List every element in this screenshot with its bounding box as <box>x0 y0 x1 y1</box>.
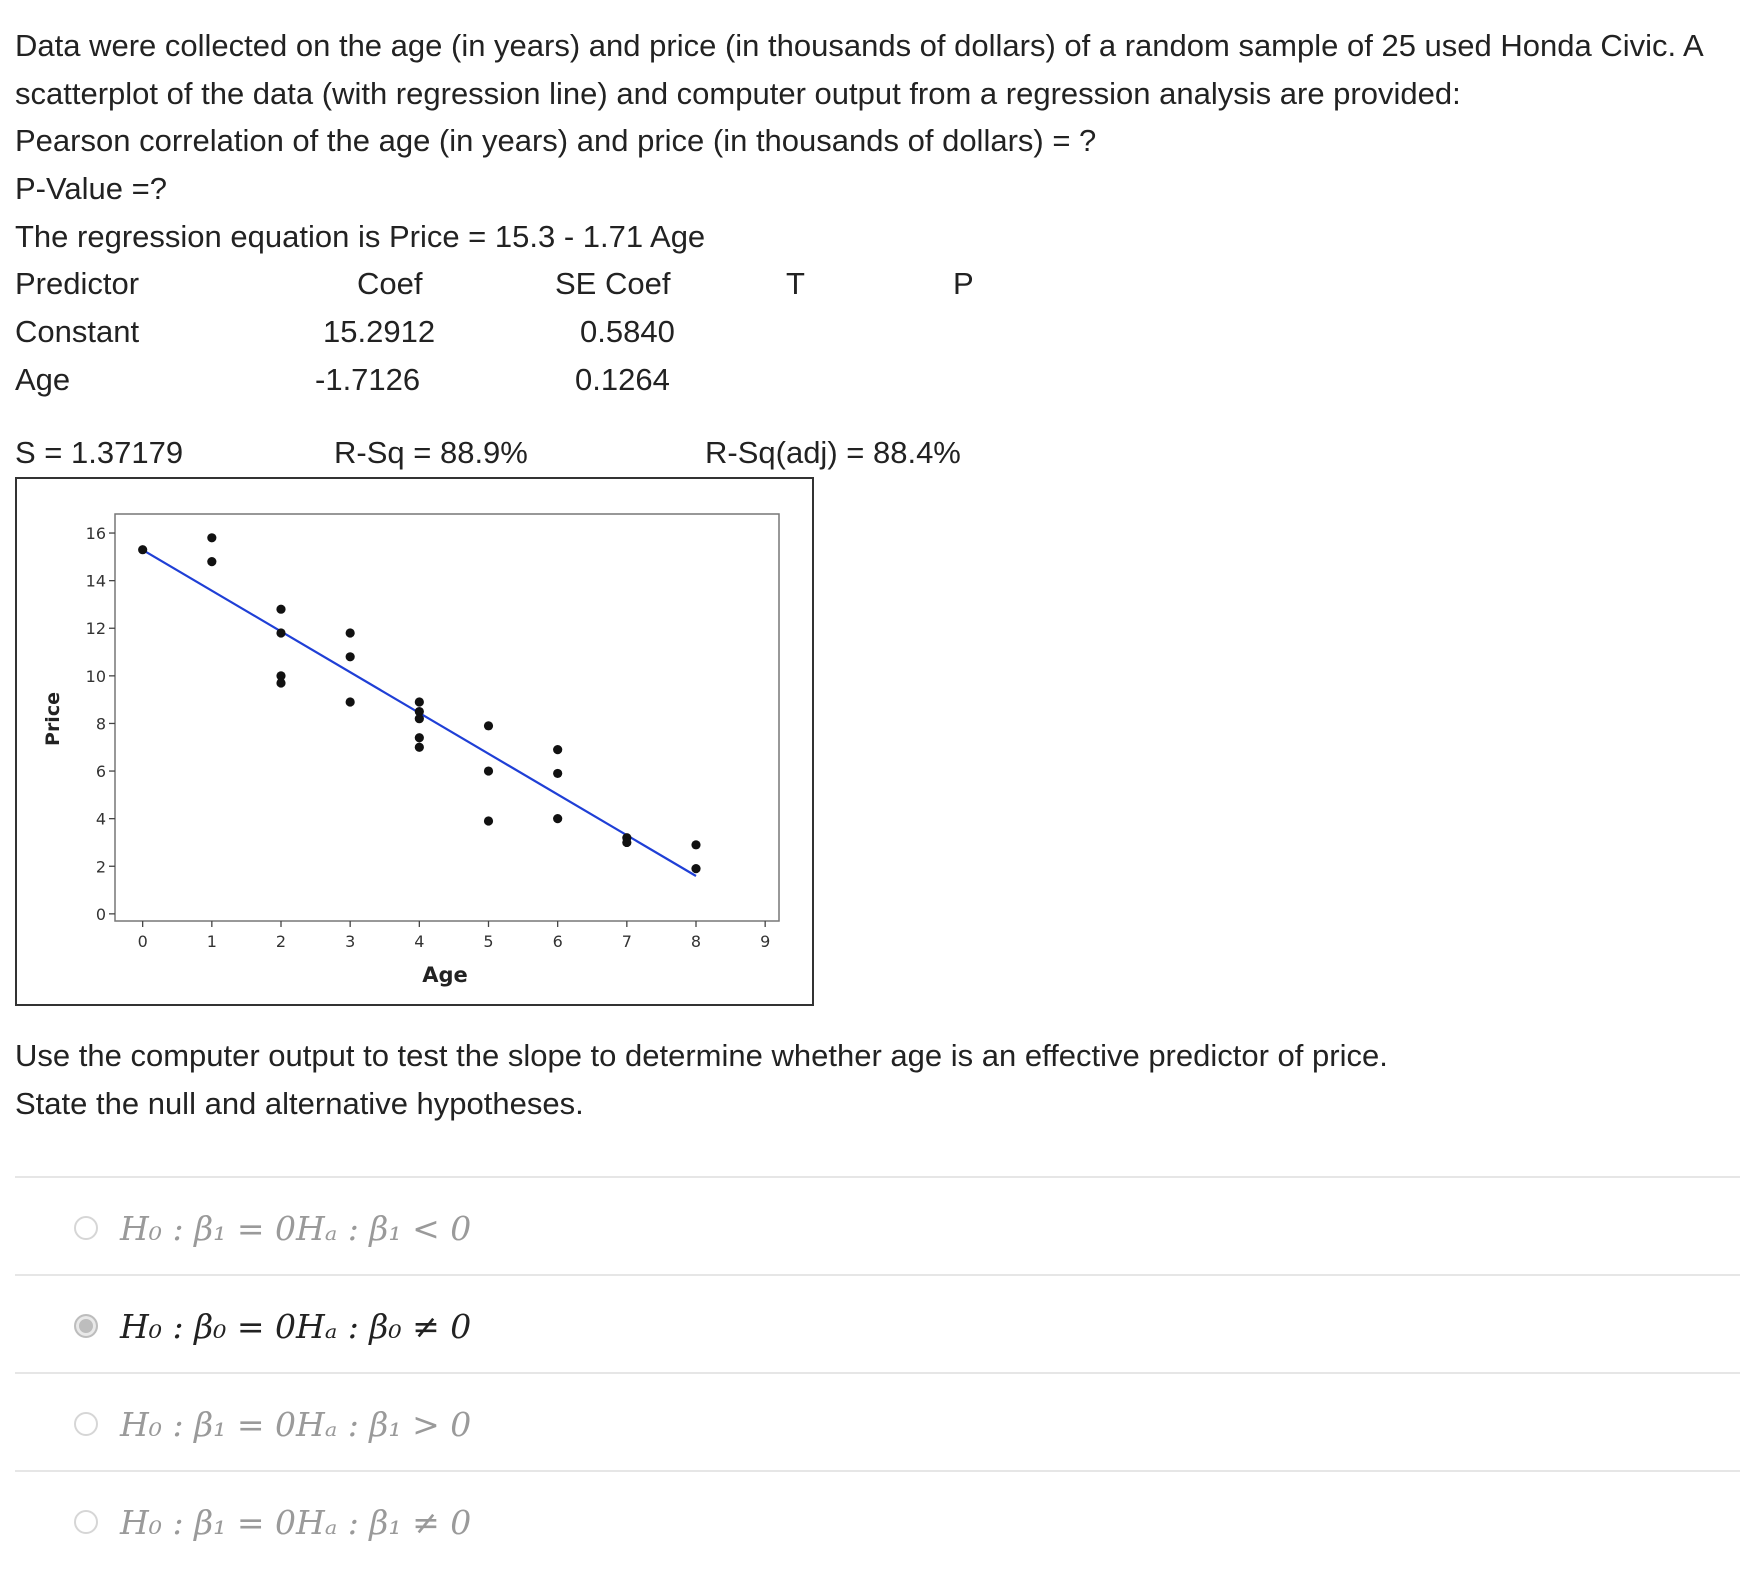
option-4-label: H₀ : β₁ = 0Hₐ : β₁ ≠ 0 <box>120 1502 472 1542</box>
data-point <box>553 745 562 754</box>
divider <box>15 1470 1740 1472</box>
x-tick-label: 0 <box>137 932 148 951</box>
x-tick-label: 7 <box>621 932 632 951</box>
option-3[interactable] <box>74 1402 471 1446</box>
x-tick-label: 8 <box>690 932 702 951</box>
divider <box>15 1372 1740 1374</box>
x-tick-label: 9 <box>760 932 771 951</box>
data-point <box>415 697 424 706</box>
row-constant-predictor: Constant <box>15 314 140 349</box>
x-axis-label: Age <box>422 963 468 987</box>
row-age-predictor: Age <box>15 362 71 397</box>
data-point <box>484 816 493 825</box>
data-point <box>622 838 631 847</box>
y-tick-label: 0 <box>95 904 106 924</box>
scatterplot <box>17 479 812 1004</box>
header-predictor: Predictor <box>15 266 140 301</box>
s-value: S = 1.37179 <box>15 435 184 470</box>
y-tick-label: 8 <box>95 714 106 734</box>
data-point <box>553 814 562 823</box>
y-tick-label: 2 <box>95 857 106 877</box>
y-tick-label: 12 <box>85 619 106 639</box>
option-1-label: H₀ : β₁ = 0Hₐ : β₁ < 0 <box>120 1208 472 1248</box>
row-age-se: 0.1264 <box>575 362 670 397</box>
option-2[interactable] <box>74 1304 471 1348</box>
data-point <box>207 533 216 542</box>
y-tick-label: 14 <box>85 571 106 591</box>
y-axis <box>86 524 115 924</box>
data-point <box>484 721 493 730</box>
radio-button-4[interactable] <box>74 1510 98 1534</box>
regression-equation: The regression equation is Price = 15.3 - 1.71 Age <box>15 219 706 254</box>
intro-line-2: scatterplot of the data (with regression line) and computer output from a regression analysis are provided: <box>15 76 1461 111</box>
data-point <box>415 714 424 723</box>
radio-button-2[interactable] <box>74 1314 98 1338</box>
header-se-coef: SE Coef <box>555 266 671 301</box>
data-point <box>346 652 355 661</box>
data-point <box>207 557 216 566</box>
y-tick-label: 10 <box>85 666 106 686</box>
data-point <box>415 743 424 752</box>
y-tick-label: 6 <box>95 762 106 782</box>
x-tick-label: 3 <box>345 932 356 951</box>
task-line-1: Use the computer output to test the slope to determine whether age is an effective predictor of price. <box>15 1038 1388 1073</box>
x-tick-label: 4 <box>414 932 425 951</box>
x-tick-label: 6 <box>552 932 563 951</box>
option-1[interactable] <box>74 1206 471 1250</box>
data-point <box>276 605 285 614</box>
data-point <box>276 628 285 637</box>
header-p: P <box>953 266 974 301</box>
pvalue-line: P-Value =? <box>15 171 167 206</box>
data-point <box>691 864 700 873</box>
header-coef: Coef <box>357 266 423 301</box>
row-constant-coef: 15.2912 <box>323 314 436 349</box>
rsq-value: R-Sq = 88.9% <box>334 435 528 470</box>
y-tick-label: 4 <box>95 809 106 829</box>
divider <box>15 1274 1740 1276</box>
option-2-label: H₀ : β₀ = 0Hₐ : β₀ ≠ 0 <box>120 1306 472 1346</box>
scatterplot-frame <box>15 477 814 1006</box>
data-point <box>346 628 355 637</box>
data-point <box>484 766 493 775</box>
row-constant-se: 0.5840 <box>580 314 675 349</box>
data-point <box>346 697 355 706</box>
x-tick-label: 2 <box>275 932 287 951</box>
rsq-adj-value: R-Sq(adj) = 88.4% <box>705 435 961 470</box>
task-line-2: State the null and alternative hypotheses. <box>15 1086 584 1121</box>
option-4[interactable] <box>74 1500 471 1544</box>
data-point <box>553 769 562 778</box>
y-tick-label: 16 <box>85 524 106 544</box>
x-axis <box>138 921 771 951</box>
data-point <box>691 840 700 849</box>
data-point <box>276 678 285 687</box>
header-t: T <box>786 266 805 301</box>
intro-line-1: Data were collected on the age (in years) and price (in thousands of dollars) of a random sample of 25 used Honda Civic. A <box>15 28 1704 63</box>
x-tick-label: 1 <box>206 932 217 951</box>
data-point <box>138 545 147 554</box>
option-3-label: H₀ : β₁ = 0Hₐ : β₁ > 0 <box>120 1404 472 1444</box>
radio-button-3[interactable] <box>74 1412 98 1436</box>
divider <box>15 1176 1740 1178</box>
y-axis-label: Price <box>42 692 64 746</box>
data-point <box>415 733 424 742</box>
radio-button-1[interactable] <box>74 1216 98 1240</box>
plot-area <box>115 514 779 921</box>
pearson-line: Pearson correlation of the age (in years) and price (in thousands of dollars) = ? <box>15 123 1097 158</box>
x-tick-label: 5 <box>483 932 494 951</box>
row-age-coef: -1.7126 <box>315 362 421 397</box>
